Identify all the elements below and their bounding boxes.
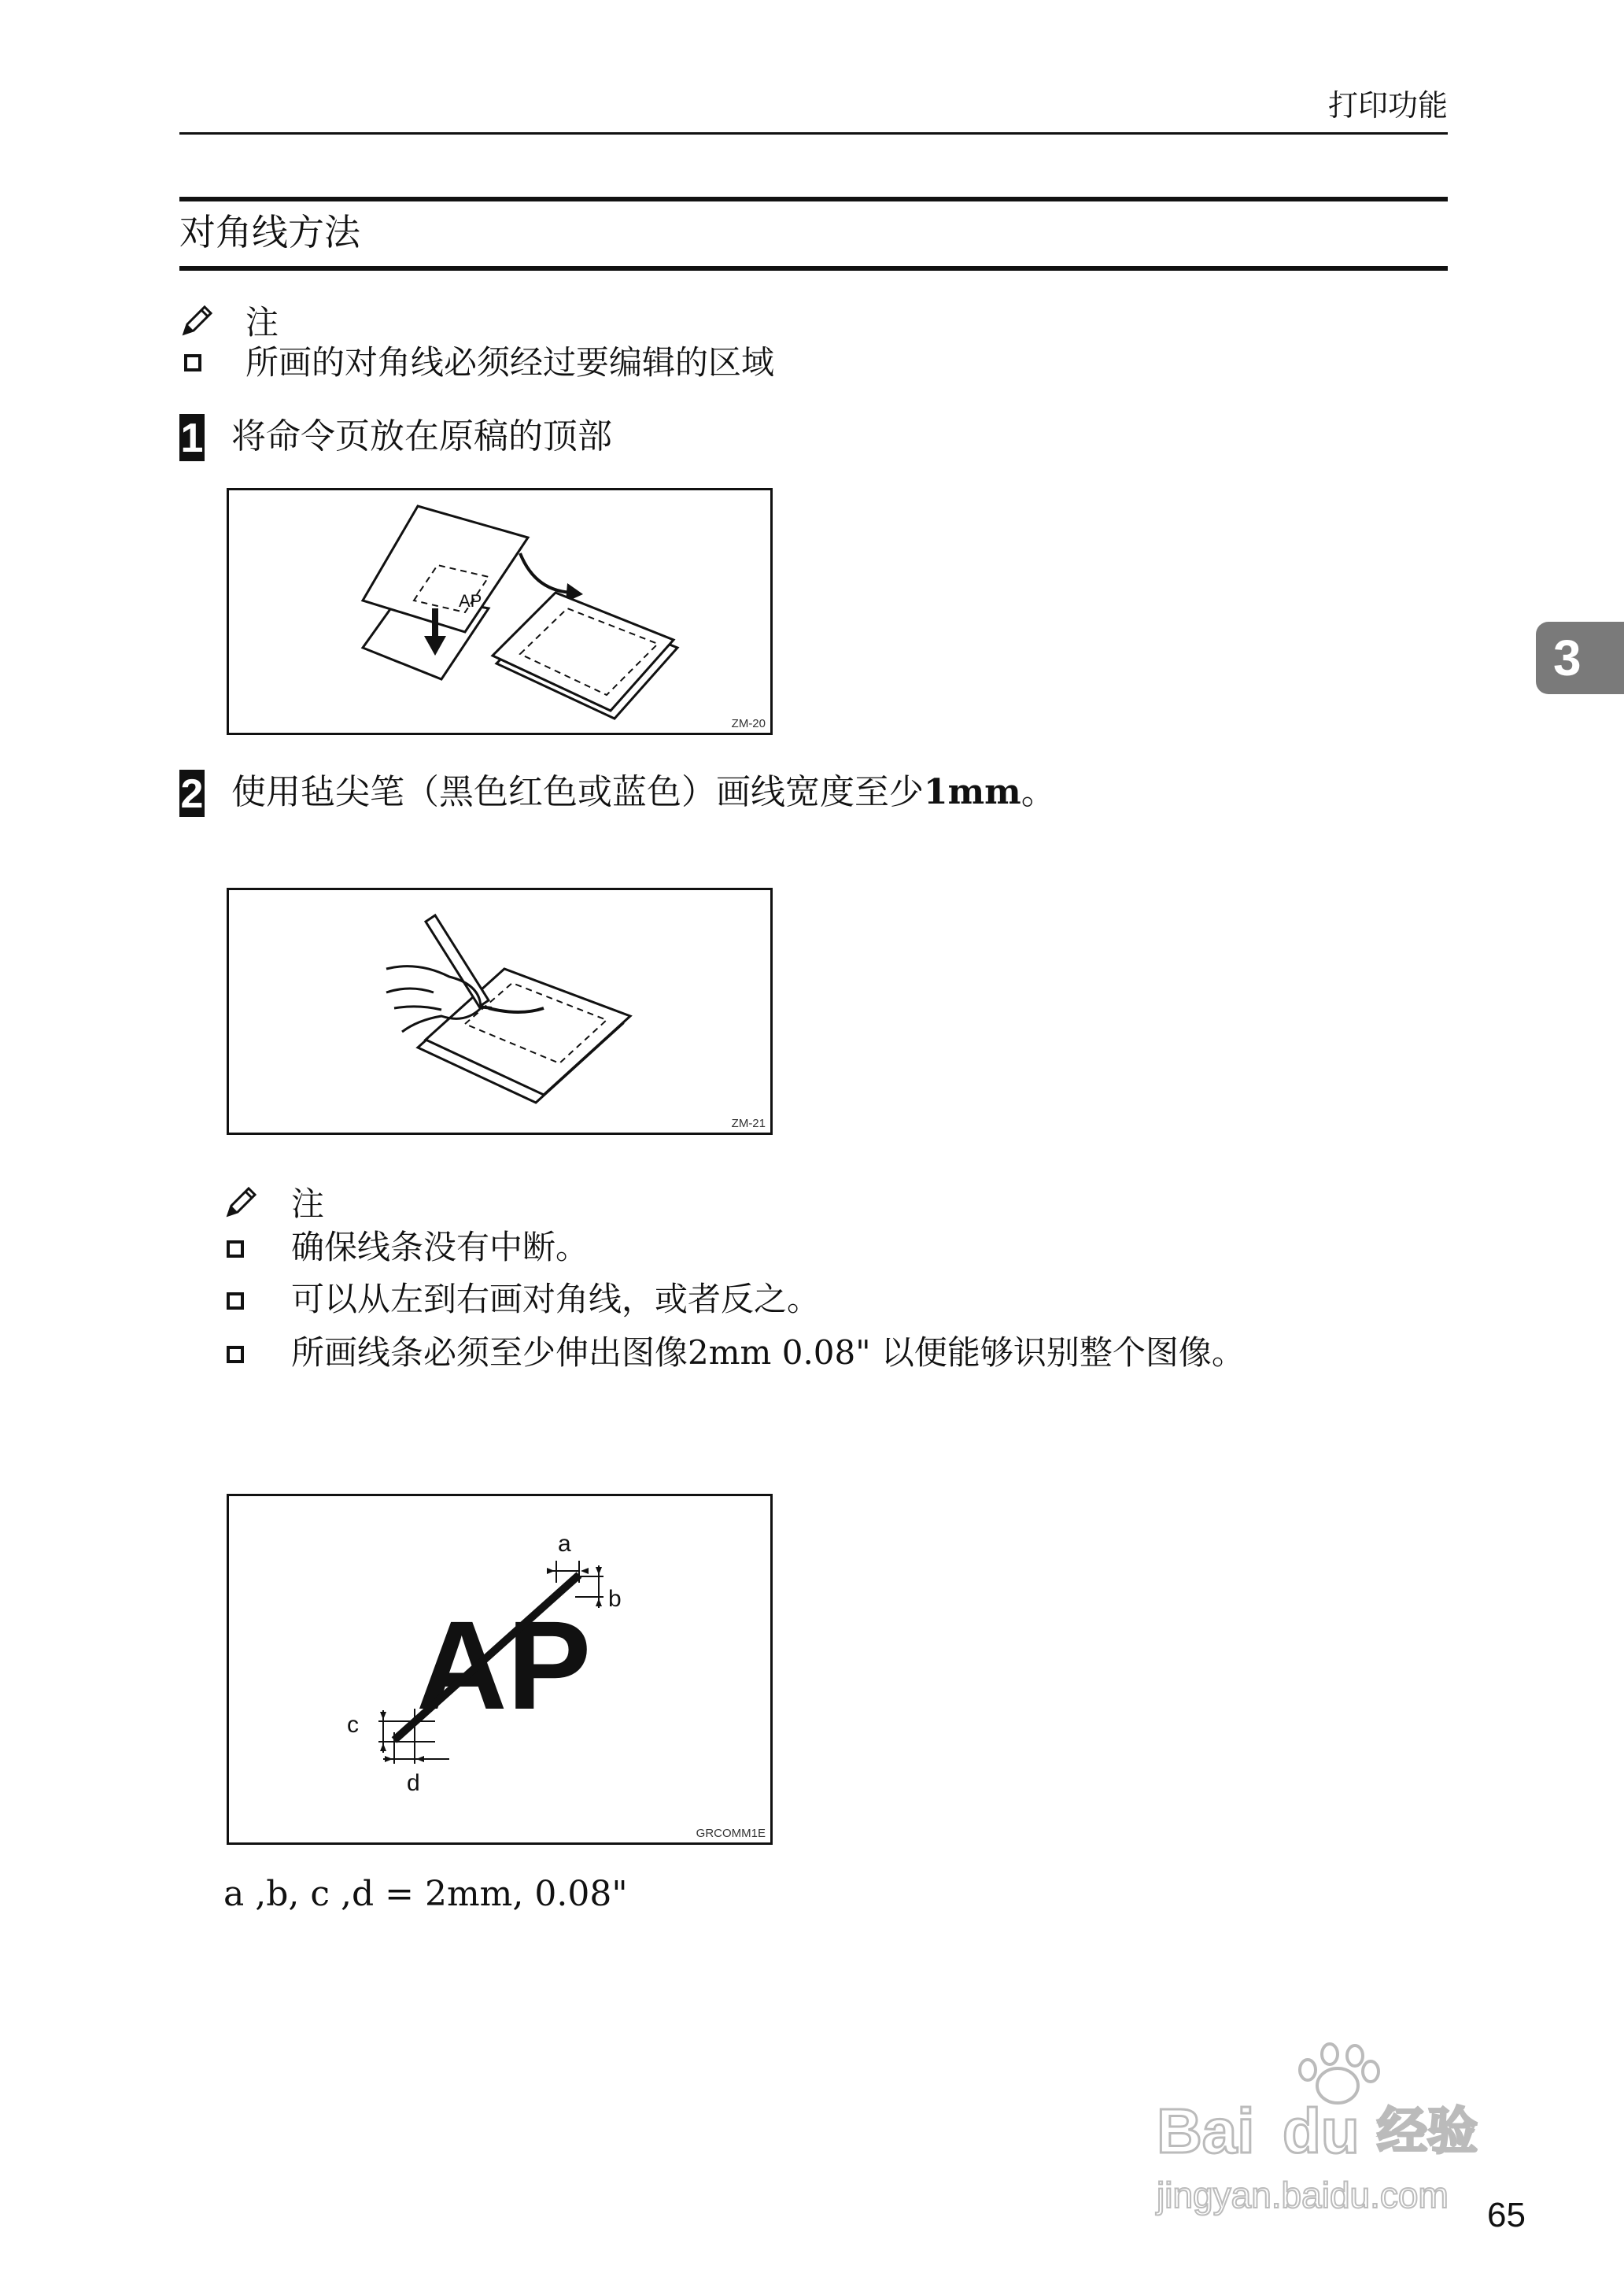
watermark-brand: Bai [1157, 2096, 1255, 2166]
figure-code: ZM-21 [731, 1117, 766, 1130]
section-bottom-rule [179, 266, 1448, 271]
figure3-letters: AP [416, 1595, 592, 1735]
note-label: 注 [245, 303, 279, 342]
figure-command-sheet-placement [227, 488, 773, 735]
illustration-sheet-on-original [229, 490, 770, 733]
checkbox-bullet-icon [227, 1346, 244, 1363]
illustration-ap-diagonal [229, 1496, 770, 1842]
figure-code: GRCOMM1E [696, 1827, 766, 1840]
step-text-bold: 1mm [924, 772, 1021, 812]
checkbox-bullet-icon [184, 354, 201, 371]
step-text-main: 使用毡尖笔（黑色红色或蓝色）画线宽度至少 [231, 772, 924, 812]
watermark-product: 经验 [1377, 2103, 1478, 2160]
note-item: 确保线条没有中断。 [291, 1228, 589, 1266]
note-item: 可以从左到右画对角线，或者反之。 [291, 1280, 821, 1318]
step-text: 将命令页放在原稿的顶部 [231, 416, 612, 456]
dimension-label-c: c [347, 1712, 359, 1738]
note-item: 所画的对角线必须经过要编辑的区域 [245, 343, 775, 382]
dimension-label-b: b [608, 1586, 622, 1612]
pencil-note-icon [223, 1184, 260, 1220]
baidu-jingyan-watermark [1141, 2031, 1534, 2219]
step-text-suffix: 。 [1021, 772, 1056, 812]
checkbox-bullet-icon [227, 1240, 244, 1258]
dimension-label-d: d [407, 1770, 420, 1796]
step-number-badge: 1 [180, 416, 204, 461]
watermark-url: jingyan.baidu.com [1157, 2175, 1449, 2216]
figure-code: ZM-20 [731, 717, 766, 730]
dimension-formula: a ,b, c ,d = 2mm, 0.08" [223, 1874, 628, 1914]
running-header: 打印功能 [1327, 88, 1448, 123]
step-number-badge: 2 [180, 771, 204, 817]
dimension-label-a: a [558, 1531, 571, 1557]
illustration-hand-drawing-line [229, 890, 770, 1133]
figure1-letters: AP [459, 591, 482, 611]
pencil-note-icon [179, 302, 216, 338]
section-title: 对角线方法 [179, 211, 360, 253]
watermark-brand-2: du [1283, 2096, 1360, 2166]
checkbox-bullet-icon [227, 1292, 244, 1310]
note-label: 注 [291, 1184, 325, 1223]
note-item: 所画线条必须至少伸出图像2mm 0.08" 以便能够识别整个图像。 [291, 1333, 1245, 1372]
step-text [231, 771, 1056, 814]
header-rule [179, 132, 1448, 135]
section-top-rule [179, 197, 1448, 201]
chapter-tab: 3 [1536, 622, 1624, 694]
figure-line-extension-dimensions [227, 1494, 773, 1845]
figure-draw-line-with-pen [227, 888, 773, 1135]
page-number: 65 [1487, 2196, 1526, 2234]
